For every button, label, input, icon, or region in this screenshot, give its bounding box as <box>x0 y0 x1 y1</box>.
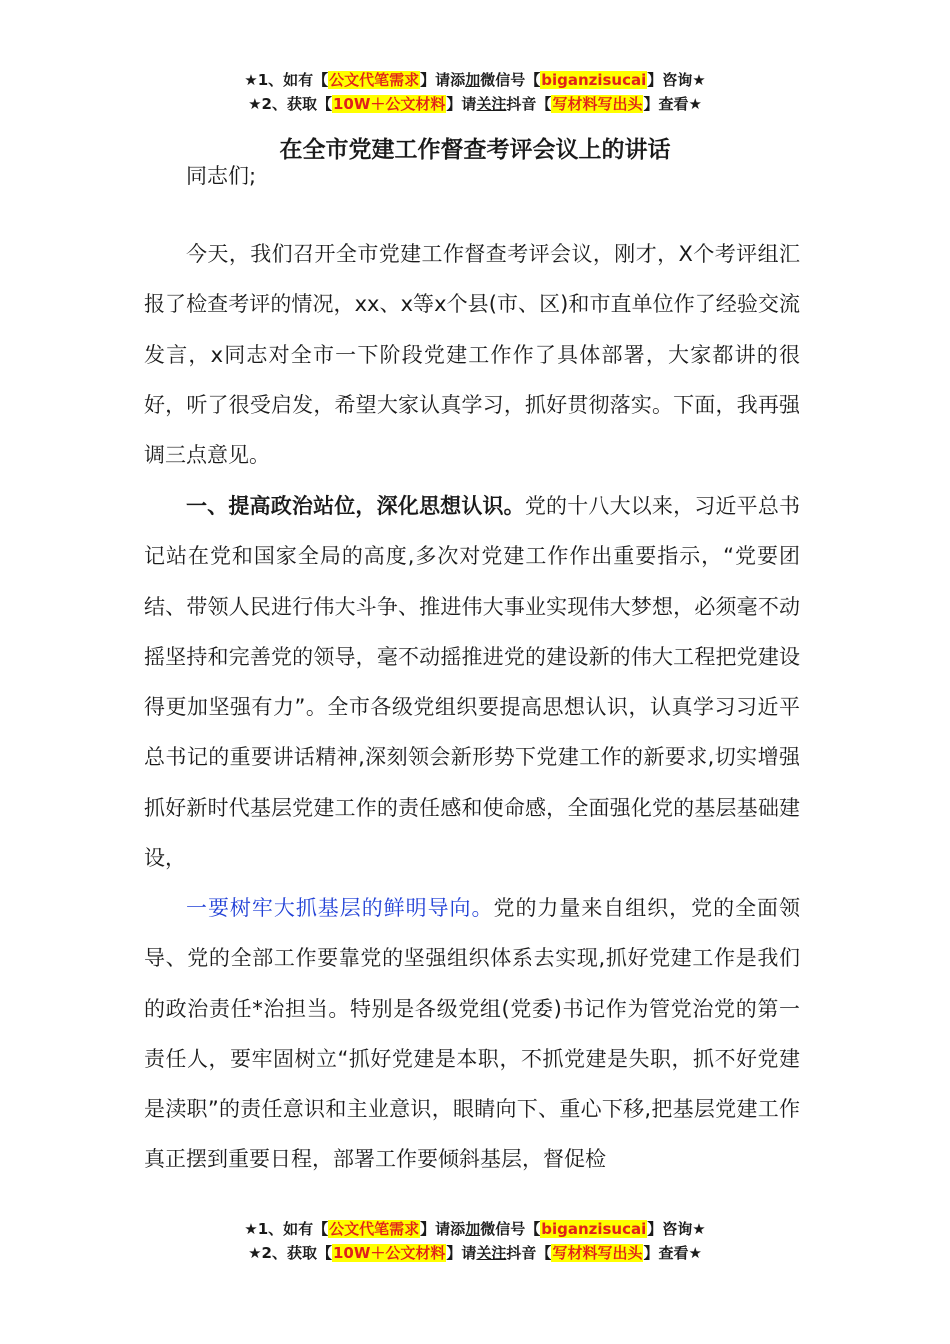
banner-text: 】咨询★ <box>647 1220 706 1238</box>
section-1-block <box>144 481 800 883</box>
point-1-body: 党的力量来自组织，党的全面领导、党的全部工作要靠党的坚强组织体系去实现,抓好党建工作是我们的政治责任*治担当。特别是各级党组(党委)书记作为管党治党的第一责任人，要牢固树立“抓好党建是本职，不抓党建是失职，抓不好党建是渎职”的责任意识和主业意识，眼睛向下、重心下移,把基层党建工作真正摆到重要日程，部署工作要倾斜基层，督促检 <box>144 896 801 1172</box>
banner-line-1 <box>0 1217 950 1241</box>
banner-line-2 <box>0 92 950 116</box>
section-1-heading: 一、提高政治站位，深化思想认识。 <box>186 494 525 518</box>
banner-underlined-text: 加 <box>465 71 481 89</box>
document-title: 在全市党建工作督查考评会议上的讲话 <box>279 137 671 163</box>
intro-paragraph: 今天，我们召开全市党建工作督查考评会议，刚才，X个考评组汇报了检查考评的情况，xx、x等x个县(市、区)和市直单位作了经验交流发言，x同志对全市一下阶段党建工作作了具体部署，大家都讲的很好，听了很受启发，希望大家认真学习，抓好贯彻落实。下面，我再强调三点意见。 <box>144 242 800 468</box>
banner-line-2 <box>0 1241 950 1265</box>
point-1-paragraph <box>144 883 800 1185</box>
banner-highlight: 写材料写出头 <box>552 95 643 113</box>
intro-block <box>144 229 800 480</box>
banner-text: 抖音【 <box>506 95 552 113</box>
banner-text: 】请添 <box>420 71 466 89</box>
banner-highlight: 写材料写出头 <box>552 1244 643 1262</box>
point-1-heading: 一要树牢大抓基层的鲜明导向。 <box>186 896 494 920</box>
header-banner <box>0 68 950 116</box>
banner-text: 】请 <box>446 95 477 113</box>
footer-banner <box>0 1217 950 1265</box>
banner-text: 】咨询★ <box>647 71 706 89</box>
banner-highlight: biganzisucai <box>541 1220 647 1238</box>
banner-highlight: 10W＋公文材料 <box>332 95 446 113</box>
banner-text: ★2、获取【 <box>248 1244 332 1262</box>
banner-text: ★2、获取【 <box>248 95 332 113</box>
salutation: 同志们; <box>186 164 257 188</box>
section-1-body: 党的十八大以来，习近平总书记站在党和国家全局的高度,多次对党建工作作出重要指示，“党要团结、带领人民进行伟大斗争、推进伟大事业实现伟大梦想，必须毫不动摇坚持和完善党的领导，毫不动摇推进党的建设新的伟大工程把党建设得更加坚强有力”。全市各级党组织要提高思想认识，认真学习习近平总书记的重要讲话精神,深刻领会新形势下党建工作的新要求,切实增强抓好新时代基层党建工作的责任感和使命感，全面强化党的基层基础建设， <box>144 494 801 871</box>
section-1-paragraph <box>144 481 800 883</box>
banner-highlight: 公文代笔需求 <box>329 71 420 89</box>
banner-text: 】查看★ <box>643 1244 702 1262</box>
banner-text: 】请 <box>446 1244 477 1262</box>
banner-highlight: 公文代笔需求 <box>329 1220 420 1238</box>
banner-highlight: 10W＋公文材料 <box>332 1244 446 1262</box>
banner-text: ★1、如有【 <box>244 1220 329 1238</box>
banner-underlined-text: 关注 <box>476 95 507 113</box>
banner-underlined-text: 加 <box>465 1220 481 1238</box>
banner-text: 微信号【 <box>480 71 541 89</box>
banner-line-1 <box>0 68 950 92</box>
banner-text: 】查看★ <box>643 95 702 113</box>
banner-underlined-text: 关注 <box>476 1244 507 1262</box>
point-1-block <box>144 883 800 1185</box>
salutation-block <box>144 151 800 201</box>
banner-text: 微信号【 <box>480 1220 541 1238</box>
banner-text: 抖音【 <box>506 1244 552 1262</box>
banner-text: 】请添 <box>420 1220 466 1238</box>
banner-highlight: biganzisucai <box>541 71 647 89</box>
banner-text: ★1、如有【 <box>244 71 329 89</box>
